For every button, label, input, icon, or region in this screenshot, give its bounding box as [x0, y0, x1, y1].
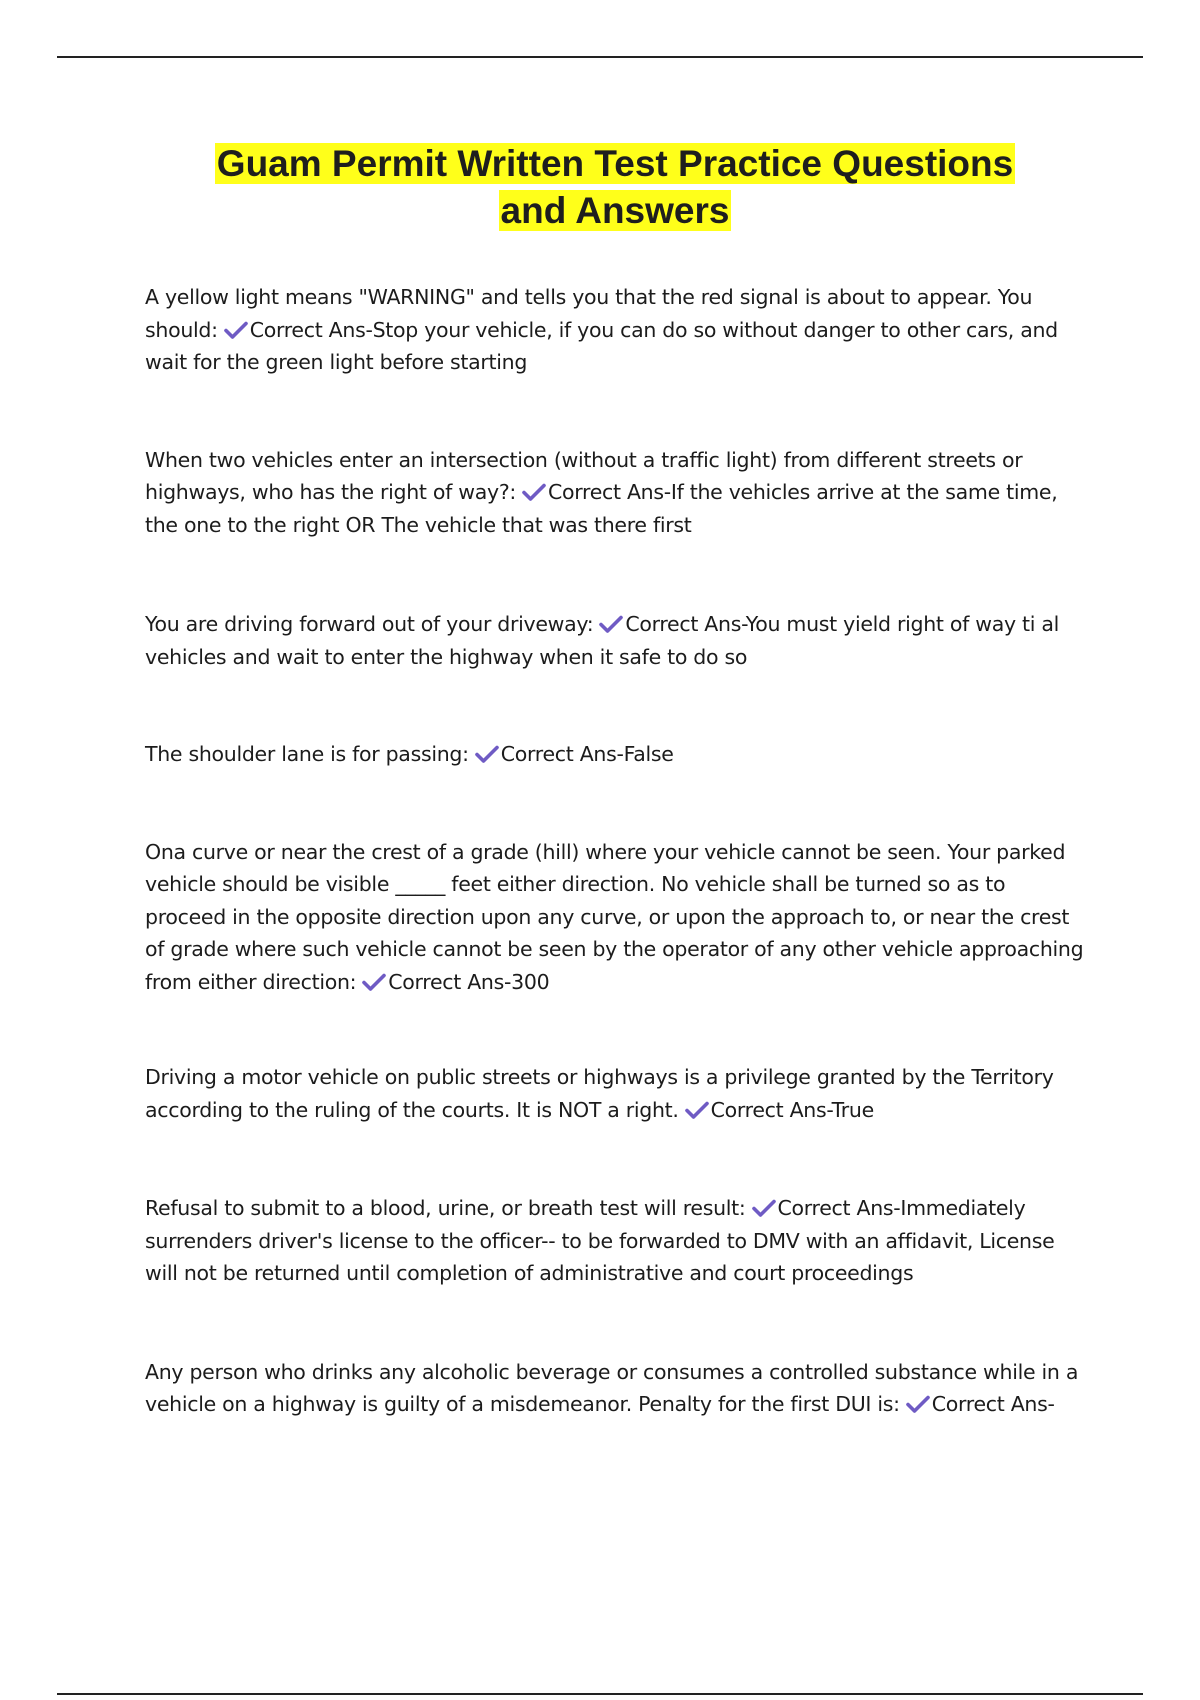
checkmark-icon — [752, 1198, 776, 1218]
checkmark-icon — [475, 744, 499, 764]
checkmark-icon — [685, 1100, 709, 1120]
question-text: A yellow light means "WARNING" and tells you that the red signal is about to appear. You should: — [145, 285, 1033, 342]
question-text: Any person who drinks any alcoholic beverage or consumes a controlled substance while in a vehicle on a highway is guilty of a misdemeanor. Penalty for the first DUI is: — [145, 1359, 1079, 1416]
title-line-1: Guam Permit Written Test Practice Questions — [216, 143, 1014, 184]
qa-list — [145, 281, 1085, 1421]
qa-item — [145, 1356, 1085, 1421]
checkmark-icon — [522, 482, 546, 502]
question-text: Refusal to submit to a blood, urine, or breath test will result: — [145, 1196, 746, 1220]
answer-text: Correct Ans-If the vehicles arrive at the same time, the one to the right OR The vehicle that was there first — [145, 480, 1058, 537]
qa-item — [145, 836, 1085, 999]
bottom-rule — [57, 1693, 1143, 1695]
qa-item — [145, 444, 1085, 542]
qa-item — [145, 1061, 1085, 1126]
question-text: You are driving forward out of your driveway: — [145, 612, 594, 636]
answer-text: Correct Ans-You must yield right of way ti al vehicles and wait to enter the highway when it safe to do so — [145, 612, 1060, 669]
answer-text: Correct Ans-False — [500, 742, 674, 766]
checkmark-icon — [224, 320, 248, 340]
checkmark-icon — [906, 1394, 930, 1414]
qa-item — [145, 608, 1085, 673]
answer-text: Correct Ans-True — [710, 1097, 874, 1122]
question-text: The shoulder lane is for passing: — [145, 742, 469, 766]
answer-text: Correct Ans-300 — [388, 969, 550, 994]
question-text: Driving a motor vehicle on public streets or highways is a privilege granted by the Territory according to the ruling of the courts. It is NOT a right. — [145, 1065, 1054, 1122]
title-line-2: and Answers — [500, 190, 730, 231]
document-title — [145, 140, 1085, 234]
question-text: Ona curve or near the crest of a grade (hill) where your vehicle cannot be seen. Your parked vehicle should be visible _____ feet either direction. No vehicle shall be turned so as to proceed in the opposite direction upon any curve, or upon the approach to, or near the crest of grade where such vehicle cannot be seen by the operator of any other vehicle approaching from either direction: — [145, 839, 1084, 994]
checkmark-icon — [362, 972, 386, 992]
document-page — [145, 140, 1085, 1421]
answer-text: Correct Ans-Immediately surrenders driver's license to the officer-- to be forwarded to DMV with an affidavit, License will not be returned until completion of administrative and court proceedings — [145, 1196, 1055, 1285]
qa-item — [145, 1192, 1085, 1290]
answer-text: Correct Ans-Stop your vehicle, if you can do so without danger to other cars, and wait for the green light before starting — [145, 317, 1058, 374]
qa-item — [145, 738, 1085, 771]
top-rule — [57, 56, 1143, 58]
answer-text: Correct Ans- — [931, 1392, 1055, 1416]
checkmark-icon — [599, 614, 623, 634]
qa-item — [145, 281, 1085, 379]
question-text: When two vehicles enter an intersection (without a traffic light) from different streets or highways, who has the right of way?: — [145, 447, 1023, 504]
